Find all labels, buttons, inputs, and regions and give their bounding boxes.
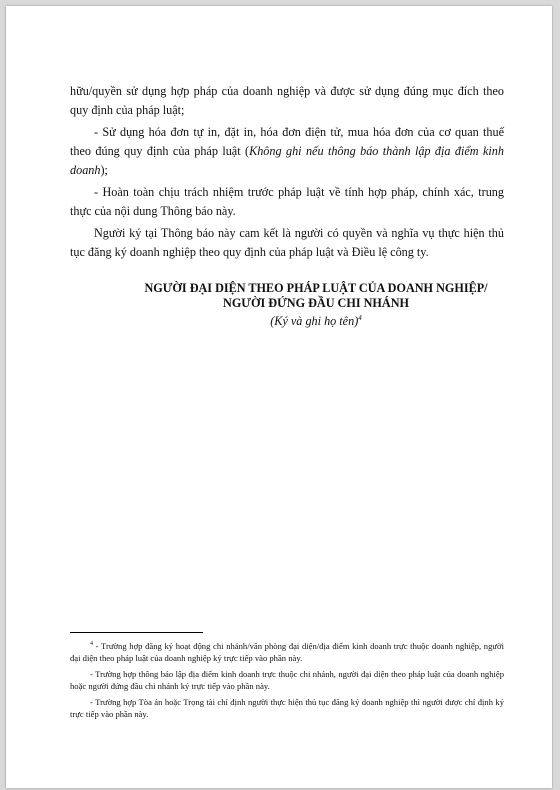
footnote-number: 4 [90,641,93,647]
footnote-3: - Trường hợp Tòa án hoặc Trọng tài chỉ định người thực hiện thủ tục đăng ký doanh nghiệp thì người được chỉ định ký trực tiếp vào phần này. [70,696,504,719]
body-text [70,82,504,265]
paragraph-responsibility: - Hoàn toàn chịu trách nhiệm trước pháp luật về tính hợp pháp, chính xác, trung thực của nội dung Thông báo này. [70,185,504,218]
footnotes [70,638,504,724]
paragraph-invoice-main: - Sử dụng hóa đơn tự in, đặt in, hóa đơn điện tử, mua hóa đơn của cơ quan thuế theo đúng quy định của pháp luật ( [70,125,504,158]
footnote-separator [70,632,203,633]
signature-title-line1: NGƯỜI ĐẠI DIỆN THEO PHÁP LUẬT CỦA DOANH NGHIỆP/ [144,281,488,295]
document-page [6,6,552,788]
signature-title-line2: NGƯỜI ĐỨNG ĐẦU CHI NHÁNH [223,296,409,310]
footnote-2: - Trường hợp thông báo lập địa điểm kinh doanh trực thuộc chi nhánh, người đại diện theo pháp luật của doanh nghiệp hoặc người đứng đầu chi nhánh ký trực tiếp vào phần này. [70,668,504,691]
footnote-1 [70,638,504,664]
paragraph-invoice-italic: Không ghi nếu thông báo thành lập địa điểm kinh doanh [70,144,504,177]
footnote-1-text: - Trường hợp đăng ký hoạt động chi nhánh/văn phòng đại diện/địa điểm kinh doanh trực thuộc doanh nghiệp, người đại diện theo pháp luật của doanh nghiệp ký trực tiếp vào phần này. [70,640,504,663]
paragraph-commitment: Người ký tại Thông báo này cam kết là người có quyền và nghĩa vụ thực hiện thủ tục đăng ký doanh nghiệp theo quy định của pháp luật và Điều lệ công ty. [70,226,504,259]
paragraph-continuation: hữu/quyền sử dụng hợp pháp của doanh nghiệp và được sử dụng đúng mục đích theo quy định của pháp luật; [70,84,504,117]
footnote-ref-marker[interactable]: 4 [358,314,362,322]
signature-note-text: (Ký và ghi họ tên) [270,314,359,329]
paragraph-invoice-end: ); [100,163,108,177]
signature-block [70,281,504,329]
paragraph-invoice-usage [70,123,504,180]
signature-note [70,311,504,329]
